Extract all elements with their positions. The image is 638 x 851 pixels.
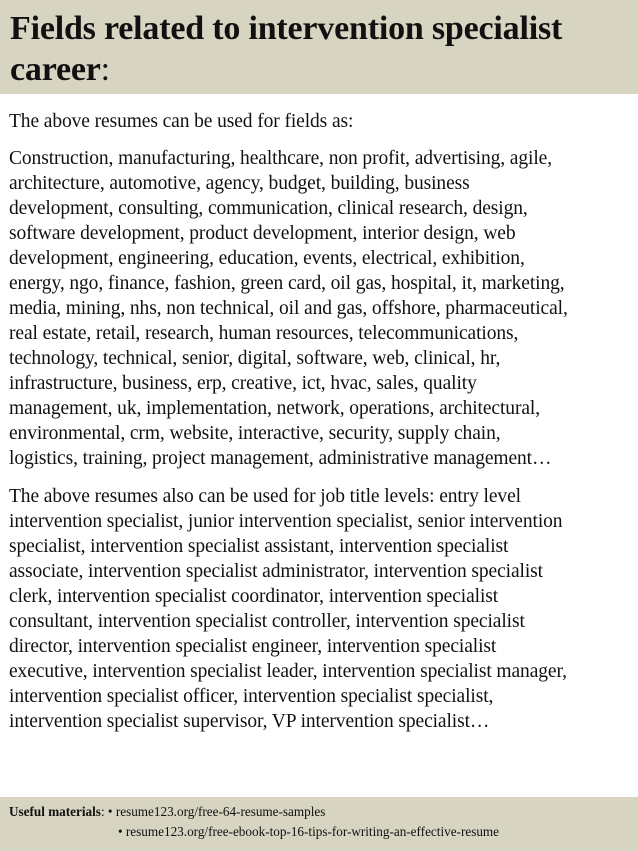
fields-line: technology, technical, senior, digital, software, web, clinical, hr, <box>9 348 501 369</box>
fields-line: media, mining, nhs, non technical, oil and gas, offshore, pharmaceutical, <box>9 298 568 319</box>
footer-banner <box>0 797 638 851</box>
fields-line: management, uk, implementation, network, operations, architectural, <box>9 398 540 419</box>
footer-row <box>9 802 638 822</box>
useful-materials-label: Useful materials <box>9 804 101 819</box>
levels-line: The above resumes also can be used for job title levels: entry level <box>9 486 521 507</box>
fields-line: real estate, retail, research, human resources, telecommunications, <box>9 323 519 344</box>
fields-line: development, consulting, communication, clinical research, design, <box>9 198 528 219</box>
fields-paragraph <box>9 146 631 471</box>
fields-line: infrastructure, business, erp, creative, ict, hvac, sales, quality <box>9 373 477 394</box>
fields-line: Construction, manufacturing, healthcare, non profit, advertising, agile, <box>9 148 552 169</box>
levels-line: clerk, intervention specialist coordinator, intervention specialist <box>9 586 499 607</box>
title-line-2: career <box>10 51 101 88</box>
levels-line: specialist, intervention specialist assistant, intervention specialist <box>9 536 509 557</box>
fields-line: development, engineering, education, events, electrical, exhibition, <box>9 248 525 269</box>
job-levels-paragraph <box>9 484 631 734</box>
page-title <box>10 8 628 90</box>
levels-line: intervention specialist officer, intervention specialist specialist, <box>9 686 494 707</box>
footer-row <box>9 822 638 842</box>
fields-line: energy, ngo, finance, fashion, green card, oil gas, hospital, it, marketing, <box>9 273 565 294</box>
levels-line: intervention specialist, junior intervention specialist, senior intervention <box>9 511 563 532</box>
slide-body <box>9 109 631 734</box>
levels-line: director, intervention specialist engineer, intervention specialist <box>9 636 497 657</box>
levels-line: intervention specialist supervisor, VP intervention specialist… <box>9 711 490 732</box>
footer-separator: : <box>100 804 108 819</box>
title-line-1: Fields related to intervention specialist <box>10 10 563 47</box>
resource-link-samples[interactable]: • resume123.org/free-64-resume-samples <box>107 804 326 819</box>
title-banner <box>0 0 638 94</box>
title-colon: : <box>100 51 110 88</box>
fields-line: software development, product development, interior design, web <box>9 223 516 244</box>
fields-line: environmental, crm, website, interactive, security, supply chain, <box>9 423 501 444</box>
levels-line: executive, intervention specialist leader, intervention specialist manager, <box>9 661 567 682</box>
levels-line: associate, intervention specialist administrator, intervention specialist <box>9 561 543 582</box>
resource-link-ebook[interactable]: • resume123.org/free-ebook-top-16-tips-for-writing-an-effective-resume <box>118 824 500 839</box>
fields-line: architecture, automotive, agency, budget, building, business <box>9 173 470 194</box>
paragraph-gap <box>9 471 631 484</box>
intro-text: The above resumes can be used for fields as: <box>9 111 354 132</box>
levels-line: consultant, intervention specialist controller, intervention specialist <box>9 611 525 632</box>
fields-line: logistics, training, project management, administrative management… <box>9 448 552 469</box>
